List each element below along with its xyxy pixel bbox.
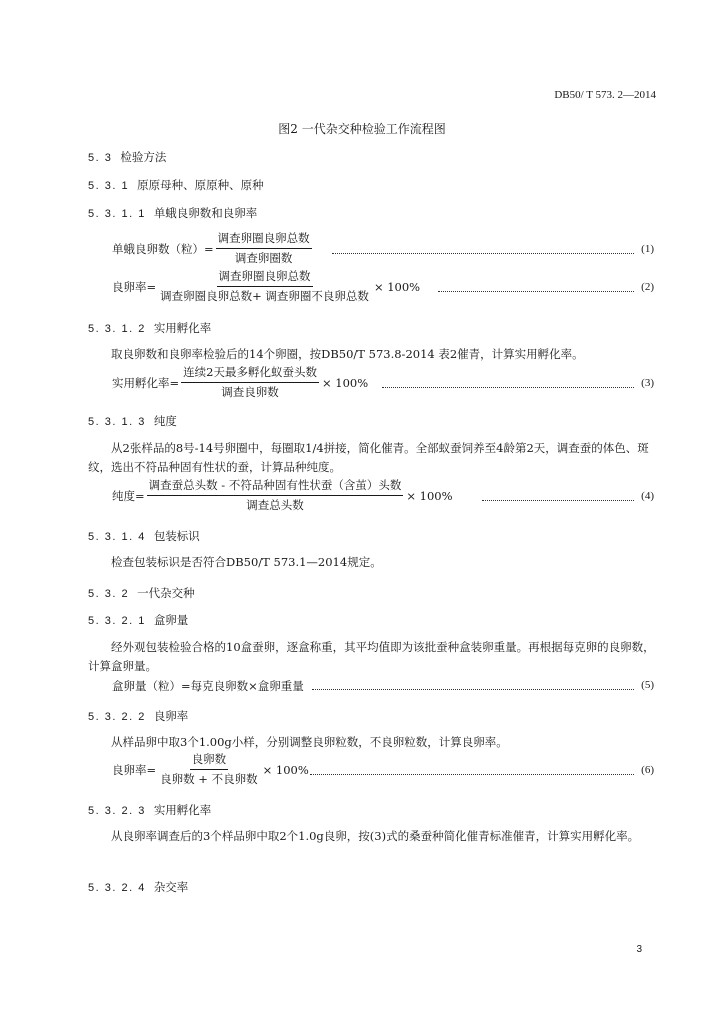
section-heading [88, 320, 211, 336]
section-heading [88, 205, 257, 221]
fraction [181, 365, 319, 400]
formula-lhs: 单蛾良卵数（粒）= [112, 241, 214, 256]
section-heading [88, 585, 195, 601]
leader-dots [312, 689, 634, 690]
section-heading [88, 528, 200, 544]
section-title: 实用孵化率 [153, 321, 212, 335]
leader-dots [438, 291, 634, 292]
section-number: 5. 3. 1. 1 [88, 208, 146, 220]
paragraph: 从良卵率调查后的3个样品卵中取2个1.0g良卵，按(3)式的桑蚕种简化催青标准催青，计算实用孵化率。 [111, 829, 640, 843]
page-number: 3 [636, 944, 642, 955]
formula-1 [112, 231, 312, 266]
formula-2 [112, 269, 420, 304]
paragraph: 经外观包装检验合格的10盒蚕卵，逐盒称重，其平均值即为该批蚕种盒装卵重量。再根据每克卵的良卵数，计算盒卵量。 [88, 640, 655, 673]
leader-dots [332, 253, 634, 254]
equation-number: (1) [641, 243, 654, 255]
equation-number: (3) [641, 377, 654, 389]
percent-factor: × 100% [321, 375, 369, 390]
percent-factor: × 100% [262, 762, 309, 777]
percent-factor: × 100% [406, 488, 453, 503]
formula-4 [112, 478, 453, 513]
denominator: 调查卵圈良卵总数+ 调查卵圈不良卵总数 [160, 289, 369, 303]
paragraph: 取良卵数和良卵率检验后的14个卵圈，按DB50/T 573.8-2014 表2催青，计算实用孵化率。 [111, 347, 584, 361]
equation-number: (6) [641, 764, 654, 776]
section-title: 良卵率 [153, 709, 189, 723]
section-title: 纯度 [153, 414, 177, 428]
section-number: 5. 3. 1. 2 [88, 323, 146, 335]
denominator: 调查总头数 [246, 498, 304, 512]
fraction [216, 231, 312, 266]
section-title: 原原母种、原原种、原种 [137, 178, 264, 192]
formula-lhs: 实用孵化率= [112, 375, 180, 390]
formula-lhs: 纯度= [112, 488, 145, 503]
formula-5: 盒卵量（粒）=每克良卵数×盒卵重量 [112, 679, 304, 693]
section-number: 5. 3. 2. 4 [88, 882, 146, 894]
section-number: 5. 3. 1 [88, 180, 130, 192]
numerator: 调查卵圈良卵总数 [217, 269, 313, 287]
numerator: 调查卵圈良卵总数 [216, 231, 312, 249]
formula-6 [112, 752, 309, 787]
section-title: 杂交率 [153, 880, 189, 894]
fraction [158, 269, 371, 304]
paragraph: 检查包装标识是否符合DB50/T 573.1—2014规定。 [111, 555, 382, 569]
numerator: 连续2天最多孵化蚁蚕头数 [181, 365, 319, 383]
section-number: 5. 3 [88, 152, 113, 164]
equation-number: (2) [641, 281, 654, 293]
section-number: 5. 3. 2. 2 [88, 711, 146, 723]
leader-dots [482, 500, 634, 501]
denominator: 调查卵圈数 [234, 251, 293, 265]
section-title: 检验方法 [120, 150, 167, 164]
figure-caption: 图2 一代杂交种检验工作流程图 [278, 122, 446, 136]
section-number: 5. 3. 2. 1 [88, 615, 146, 627]
paragraph: 从2张样品的8号-14号卵圈中，每圈取1/4拼接，简化催青。全部蚁蚕饲养至4龄第2天，调查蚕的体色、斑纹，选出不符品种固有性状的蚕，计算品种纯度。 [88, 441, 649, 474]
denominator: 良卵数 + 不良卵数 [160, 772, 258, 786]
paragraph: 从样品卵中取3个1.00g小样，分别调整良卵粒数，不良卵粒数，计算良卵率。 [111, 735, 508, 749]
formula-lhs: 良卵率= [112, 762, 157, 777]
section-heading [88, 802, 211, 818]
equation-number: (5) [641, 679, 654, 691]
section-number: 5. 3. 1. 3 [88, 416, 146, 428]
denominator: 调查良卵数 [221, 385, 279, 399]
numerator: 调查蚕总头数 - 不符品种固有性状蚕（含茧）头数 [147, 478, 404, 496]
section-number: 5. 3. 1. 4 [88, 531, 146, 543]
section-heading [88, 413, 177, 429]
leader-dots [382, 387, 634, 388]
formula-3 [112, 365, 368, 400]
section-title: 包装标识 [153, 529, 200, 543]
section-heading [88, 612, 188, 628]
section-title: 盒卵量 [153, 613, 189, 627]
fraction [158, 752, 259, 787]
section-heading [88, 149, 166, 165]
section-heading [88, 177, 264, 193]
section-heading [88, 879, 188, 895]
numerator: 良卵数 [190, 752, 229, 770]
percent-factor: × 100% [373, 279, 421, 294]
equation-number: (4) [641, 490, 654, 502]
fraction [147, 478, 404, 513]
section-number: 5. 3. 2. 3 [88, 805, 146, 817]
section-number: 5. 3. 2 [88, 588, 130, 600]
leader-dots [310, 774, 634, 775]
section-title: 实用孵化率 [153, 803, 212, 817]
section-title: 一代杂交种 [137, 586, 195, 600]
section-title: 单蛾良卵数和良卵率 [153, 206, 258, 220]
section-heading [88, 708, 188, 724]
formula-lhs: 良卵率= [112, 279, 157, 294]
document-header: DB50/ T 573. 2—2014 [554, 89, 656, 101]
